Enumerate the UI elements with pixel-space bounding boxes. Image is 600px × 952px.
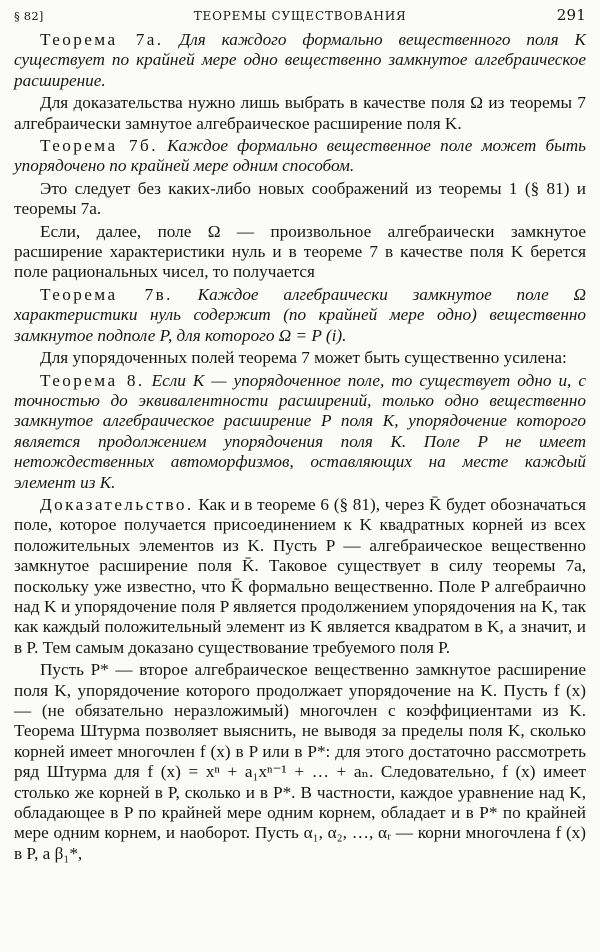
paragraph [14, 222, 586, 283]
theorem-heading: Доказательство. [40, 494, 194, 514]
running-title: ТЕОРЕМЫ СУЩЕСТВОВАНИЯ [193, 9, 407, 23]
page-body [14, 30, 586, 864]
paragraph-text: Для упорядоченных полей теорема 7 может быть существенно усилена: [40, 348, 567, 368]
paragraph [14, 179, 586, 220]
paragraph-text: Пусть P* — второе алгебраическое вещественно замкнутое расширение поля K, упорядочение которого продолжает упорядочение на K. Пусть f (x) — (не обязательно неразложимый) многочлен с коэффициентами из K. Теорема Штурма позволяет выяснить, не выводя за пределы поля K, сколько корней имеет многочлен f (x) в P или в P*: для этого достаточно рассмотреть ряд Штурма для f (x) = xⁿ + a₁xⁿ⁻¹ + … + aₙ. Следовательно, f (x) имеет столько же корней в P, сколько и в P*. В частности, каждое уравнение над K, обладающее в P по крайней мере одним корнем, обладает и в P* по крайней мере одним корнем, и наоборот. Пусть α₁, α₂, …, αᵣ — корни многочлена f (x) в P, а β₁*, [14, 660, 586, 863]
paragraph [14, 348, 586, 368]
running-header [14, 6, 586, 30]
page-number: 291 [556, 6, 586, 24]
theorem-heading: Теорема 7в. [40, 284, 173, 304]
paragraph [14, 93, 586, 134]
paragraph [14, 371, 586, 493]
paragraph-text: Для доказательства нужно лишь выбрать в качестве поля Ω из теоремы 7 алгебраически замнутое алгебраическое расширение поля K. [14, 93, 586, 133]
theorem-heading: Теорема 7б. [40, 136, 158, 156]
theorem-heading: Теорема 7а. [40, 30, 164, 49]
paragraph-text: Если, далее, поле Ω — произвольное алгебраически замкнутое расширение характеристики нуль и в теореме 7 в качестве поля K берется поле рациональных чисел, то получается [14, 221, 586, 282]
theorem-statement: Если K — упорядоченное поле, то существует одно и, с точностью до эквивалентности расширений, только одно вещественно замкнутое алгебраическое расширение P поля K, упорядочение которого является продолжением упорядочения поля K. Поле P не имеет нетождественных автоморфизмов, оставляющих на месте каждый элемент из K. [14, 370, 586, 492]
paragraph [14, 285, 586, 346]
section-reference: § 82] [14, 9, 44, 23]
paragraph [14, 30, 586, 91]
paragraph-text: Как и в теореме 6 (§ 81), через K̄ будет обозначаться поле, которое получается присоединением к K квадратных корней из всех положительных элементов из K. Пусть P — алгебраическое вещественно замкнутое расширение поля K̄. Таковое существует в силу теоремы 7а, поскольку уже известно, что K̄ формально вещественно. Поле P алгебраично над K и упорядочение поля P является продолжением упорядочения на K, так как каждый положительный элемент из K является квадратом в K, а значит, и в P. Тем самым доказано существование требуемого поля P. [14, 494, 586, 657]
paragraph [14, 495, 586, 658]
theorem-statement: Каждое формально вещественное поле может быть упорядочено по крайней мере одним способом. [14, 136, 586, 176]
theorem-statement: Для каждого формально вещественного поля K существует по крайней мере одно вещественно замкнутое алгебраическое расширение. [14, 30, 586, 90]
paragraph-text: Это следует без каких-либо новых соображений из теоремы 1 (§ 81) и теоремы 7а. [14, 178, 586, 219]
theorem-statement: Каждое алгебраически замкнутое поле Ω характеристики нуль содержит (по крайней мере одно) вещественно замкнутое подполе P, для которого Ω = P (i). [14, 284, 587, 345]
paragraph [14, 660, 586, 864]
theorem-heading: Теорема 8. [40, 370, 145, 390]
paragraph [14, 136, 586, 177]
